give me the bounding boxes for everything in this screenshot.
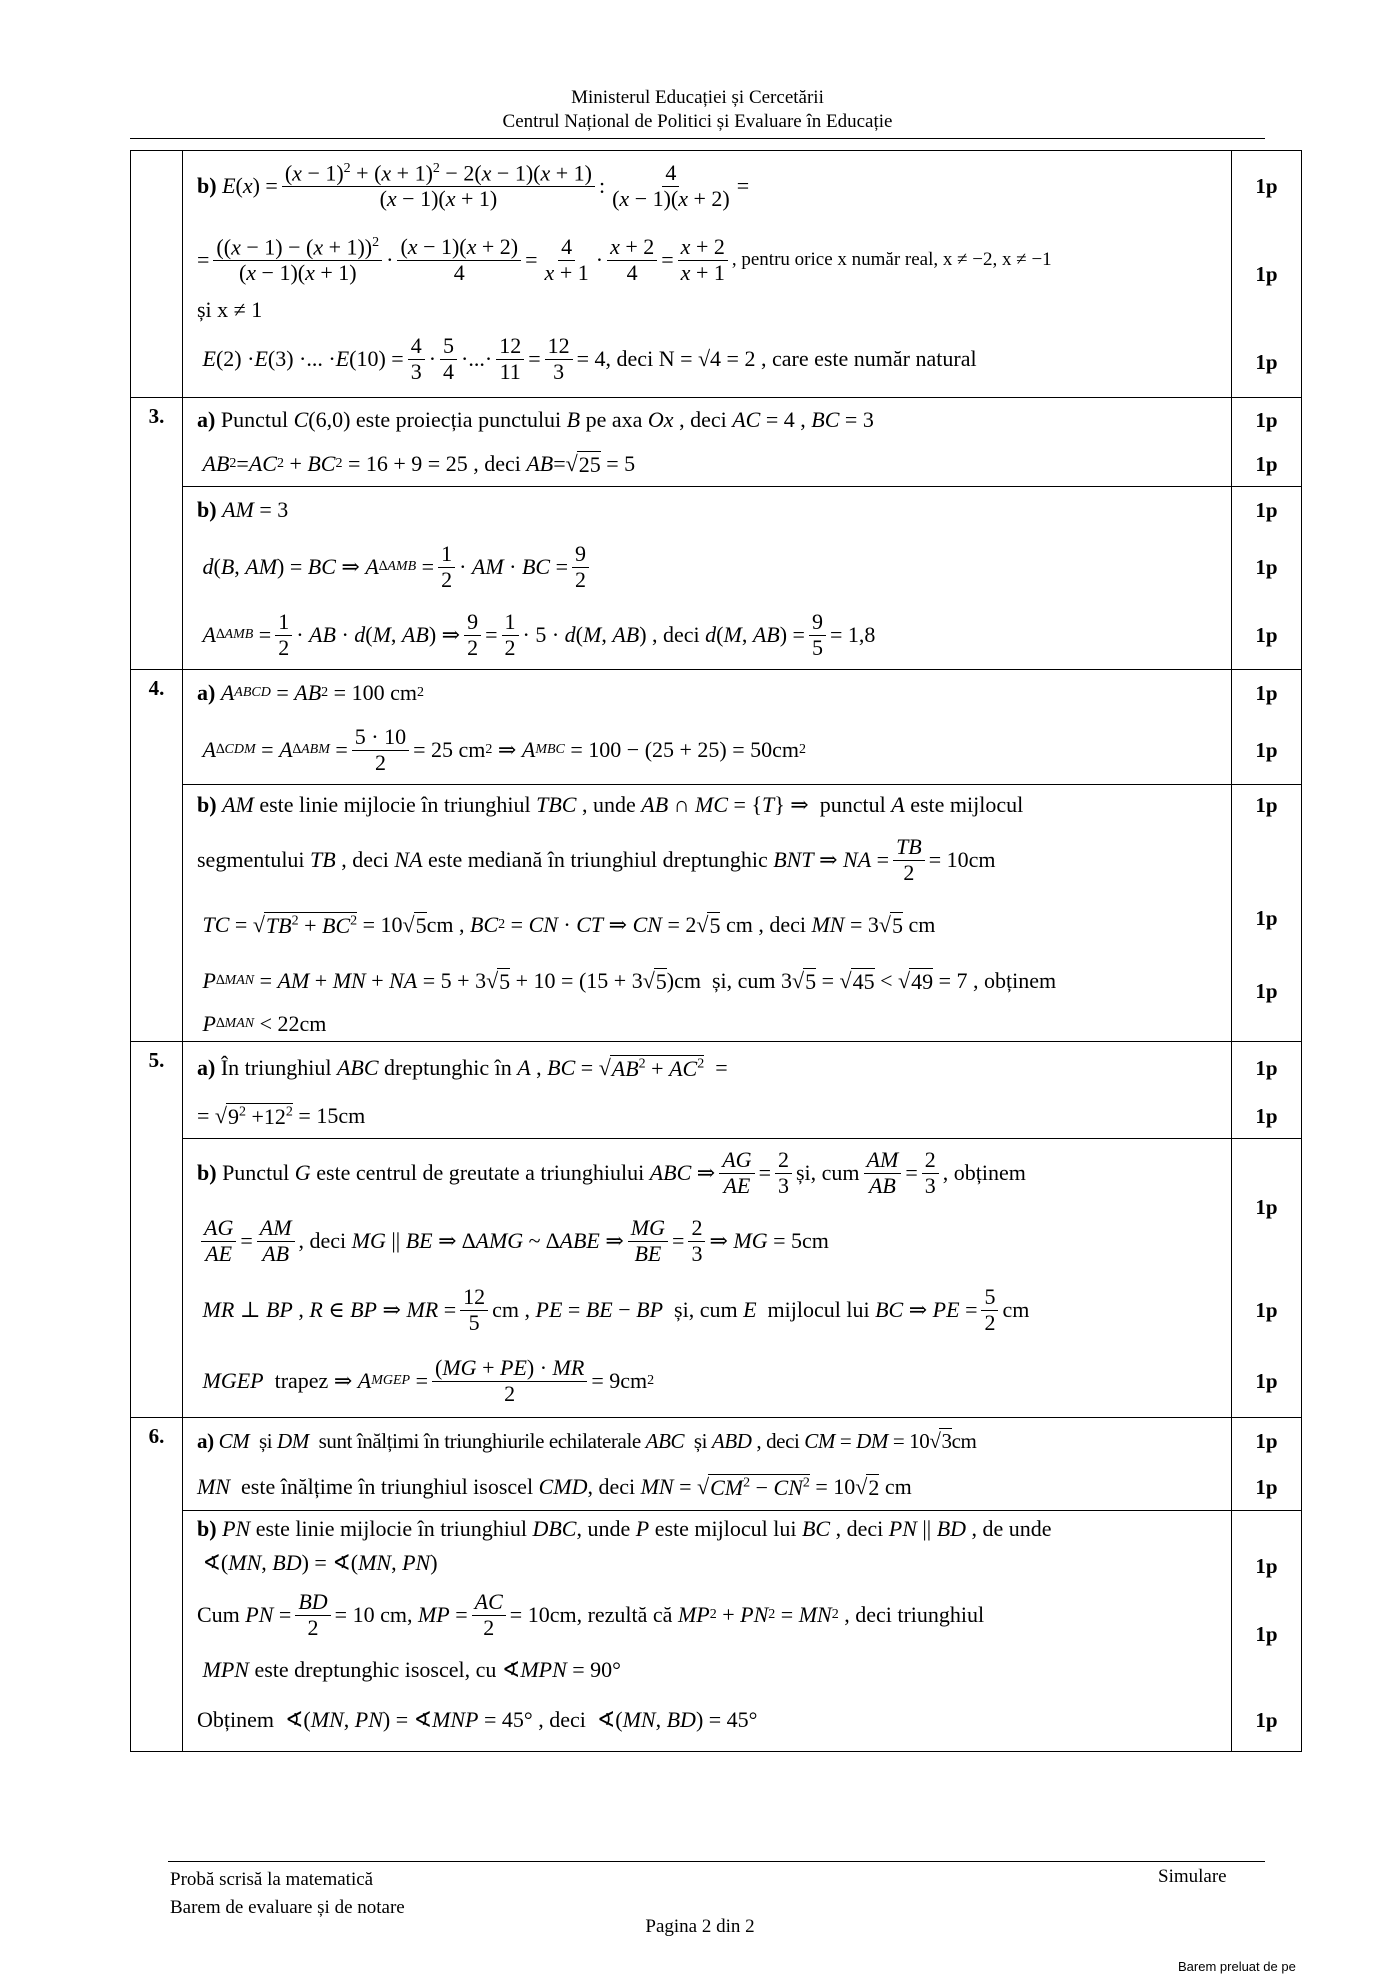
points: 1p (1255, 622, 1278, 647)
ex5a-points (1232, 1042, 1302, 1139)
ex6b-content (183, 1511, 1232, 1752)
ex3a-line-2: AB 2 = AC 2 + BC 2 = 16 + 9 = 25 , deci AB =√ 25 = 5 (202, 451, 636, 477)
points: 1p (1255, 1103, 1278, 1128)
ex3b-content (183, 487, 1232, 670)
footer-rule (168, 1861, 1265, 1862)
ex4b-points (1232, 785, 1302, 1042)
ex5b-points (1232, 1139, 1302, 1418)
ex6b-points (1232, 1511, 1302, 1752)
ex4a-line-1: a) A ABCD = AB 2 = 100 cm 2 (197, 680, 424, 705)
ex2b-condition-cont: și x ≠ 1 (197, 297, 263, 322)
points: 1p (1255, 1554, 1278, 1578)
ex6a-line-1: a) CM și DM sunt înălțimi în triunghiurile echilaterale ABC și ABD , deci CM = DM = 10√ 3 cm (197, 1428, 977, 1453)
ex3b-row (131, 487, 1302, 670)
exercise-number: 4. (131, 670, 183, 1042)
footer-kind: Barem de evaluare și de notare (170, 1897, 405, 1918)
exercise-number: 6. (131, 1418, 183, 1752)
ex2b-row (131, 151, 1302, 398)
ex2b-line-2: = $\frac{((x - 1) - (x + 1))^2}{(x - 1)(x + 1)}$ · $\frac{(x - 1)(x + 2)}{4}$ = $\frac{4}{x + 1}$ · $\frac{x + 2}{4}$ = $\frac{x + 2}{x + 1}$ , pentru orice x număr real, x ≠ −2, x ≠ −1 (197, 234, 1052, 285)
ex3a-line-1: a) Punctul C (6,0) este proiecția punctului B pe axa Ox , deci AC = 4 , BC = 3 (197, 407, 874, 432)
ex4a-content (183, 670, 1232, 785)
page-header (130, 86, 1265, 134)
ex5a-line-2: = √ $9^2 +12^2$ = 15cm (197, 1103, 366, 1129)
ex2b-line-3: E (2) · E (3) ·... · E (10) = $\frac{4}{3}$ · $\frac{5}{4}$ ·...· $\frac{12}{11}$ = $\frac{12}{3}$ = 4 , deci N = √4 = 2 , care este număr natural (202, 333, 977, 384)
ex3a-content (183, 398, 1232, 487)
ex5b-line-1-cont: $\frac{AG}{AE}$ = $\frac{AM}{AB}$ , deci MG || BE ⇒ ∆ AMG ~ ∆ ABE ⇒ $\frac{MG}{BE}$ = $\frac{2}{3}$ ⇒ MG = 5cm (197, 1207, 1217, 1275)
ex6a-points (1232, 1418, 1302, 1511)
source-note: Barem preluat de pe (1178, 1959, 1296, 1974)
points: 1p (1255, 407, 1278, 432)
points: 1p (1255, 905, 1278, 930)
ex2b-conclusion: , deci N = √4 = 2 , care este număr natural (605, 346, 977, 371)
ex4b-line-1: b) AM este linie mijlocie în triunghiul TBC , unde AB ∩ MC = { T } ⇒ punctul A este mijlocul (197, 792, 1024, 817)
ex4a-row (131, 670, 1302, 785)
ex5b-line-1: b) Punctul G este centrul de greutate a triunghiului ABC ⇒ $\frac{AG}{AE}$ = $\frac{2}{3}$ și, cum $\frac{AM}{AB}$ = $\frac{2}{3}$ , obținem (197, 1147, 1026, 1198)
points: 1p (1255, 1368, 1278, 1393)
ex4b-row (131, 785, 1302, 1042)
ex3b-line-1: b) AM = 3 (197, 497, 289, 522)
ex2b-line-1: b) E ( x ) = $\frac{(x - 1)^2 + (x + 1)^2 - 2(x - 1)(x + 1)}{(x - 1)(x + 1)}$ : $\frac{4}{(x - 1)(x + 2)}$ = (197, 160, 750, 211)
ex4b-line-3-cont: P ∆MAN < 22cm (202, 1011, 327, 1036)
exercise-number: 5. (131, 1042, 183, 1418)
ex6a-line-2: MN este înălțime în triunghiul isoscel CMD , deci MN = √ $CM^2 - CN^2$ = 10√ 2 cm (197, 1474, 912, 1500)
ex4a-points (1232, 670, 1302, 785)
points: 1p (1255, 1474, 1278, 1499)
footer-subject: Probă scrisă la matematică (170, 1869, 374, 1890)
grading-table (130, 150, 1302, 1752)
ex3a-points (1232, 398, 1302, 487)
exercise-number: 3. (131, 398, 183, 670)
points: 1p (1255, 173, 1278, 198)
ex5b-content (183, 1139, 1232, 1418)
points: 1p (1255, 1428, 1278, 1453)
points: 1p (1255, 349, 1278, 374)
ministry-name: Ministerul Educației și Cercetării (571, 87, 824, 108)
points: 1p (1255, 1297, 1278, 1322)
ex6b-row (131, 1511, 1302, 1752)
points: 1p (1255, 680, 1278, 705)
points: 1p (1255, 737, 1278, 762)
ex4b-line-3: P ∆MAN = AM + MN + NA = 5 + 3√ 5 + 10 = (15 + 3√ 5 )cm și, cum 3√ 5 = √ 45 < √ 49 = 7 , obținem (202, 968, 1057, 994)
ex6a-content (183, 1418, 1232, 1511)
ex4a-line-2: A ∆CDM = A ∆ABM = $\frac{5 \cdot 10}{2}$ = 25 cm 2 ⇒ A MBC = 100 − (25 + 25) = 50cm 2 (202, 724, 807, 775)
ex5b-line-2: MR ⊥ BP , R ∈ BP ⇒ MR = $\frac{12}{5}$ cm , PE = BE − BP și, cum E mijlocul lui BC ⇒ PE = $\frac{5}{2}$ cm (202, 1284, 1030, 1335)
ex5b-row (131, 1139, 1302, 1418)
points: 1p (1255, 451, 1278, 476)
footer-left (170, 1866, 405, 1922)
ex3b-line-3: A ∆AMB = $\frac{1}{2}$ · AB · d ( M , AB ) ⇒ $\frac{9}{2}$ = $\frac{1}{2}$ · 5 · d ( M , AB ) , deci d ( M , AB ) = $\frac{9}{5}$ = 1,8 (202, 609, 876, 660)
ex4b-line-2: TC = √ $TB^2 + BC^2$ = 10√ 5 cm , BC 2 = CN · CT ⇒ CN = 2√ 5 cm , deci MN = 3√ 5 cm (202, 912, 936, 938)
points: 1p (1255, 1194, 1278, 1219)
ex2b-content (183, 151, 1232, 398)
ex4b-line-1-cont: segmentului TB , deci NA este mediană în triunghiul dreptunghic BNT ⇒ NA = $\frac{TB}{2}$ = 10cm (197, 834, 996, 885)
ex6b-line-1: b) PN este linie mijlocie în triunghiul DBC , unde P este mijlocul lui BC , deci PN || BD , de unde (197, 1516, 1052, 1541)
ex6b-line-2: Cum PN = $\frac{BD}{2}$ = 10 cm, MP = $\frac{AC}{2}$ = 10cm, rezultă că MP 2 + PN 2 = MN 2 , deci triunghiul (197, 1589, 985, 1640)
ex3b-line-2: d ( B , AM ) = BC ⇒ A ∆AMB = $\frac{1}{2}$ · AM · BC = $\frac{9}{2}$ (197, 533, 1217, 601)
points: 1p (1255, 554, 1278, 579)
ex5a-line-1: a) În triunghiul ABC dreptunghic în A , BC = √ $AB^2 + AC^2$ = (197, 1055, 728, 1081)
points: 1p (1255, 497, 1278, 522)
ex2b-points (1232, 151, 1302, 398)
ex5a-content (183, 1042, 1232, 1139)
header-rule (130, 138, 1265, 139)
points: 1p (1255, 1055, 1278, 1080)
ex6a-row (131, 1418, 1302, 1511)
ex6b-line-3: Obținem ∢( MN , PN ) = ∢ MNP = 45° , deci ∢( MN , BD ) = 45° (197, 1707, 758, 1732)
points: 1p (1255, 978, 1278, 1003)
points: 1p (1255, 1621, 1278, 1646)
ex3b-points (1232, 487, 1302, 670)
ex6b-line-1-cont: ∢( MN , BD ) = ∢( MN , PN ) (197, 1550, 438, 1575)
center-name: Centrul Național de Politici și Evaluare în Educație (502, 111, 893, 132)
ex2b-condition: , pentru orice x număr real, x ≠ −2, x ≠ −1 (731, 249, 1052, 270)
page-number: Pagina 2 din 2 (645, 1916, 755, 1937)
ex6b-line-2-cont: MPN este dreptunghic isoscel, cu ∢ MPN = 90° (202, 1657, 621, 1682)
ex4b-content (183, 785, 1232, 1042)
points: 1p (1255, 792, 1278, 817)
ex3a-row (131, 398, 1302, 487)
exercise-number (131, 151, 183, 398)
ex5a-row (131, 1042, 1302, 1139)
points: 1p (1255, 1707, 1278, 1732)
ex5b-line-3: MGEP trapez ⇒ A MGEP = $\frac{(MG + PE) \cdot MR}{2}$ = 9cm 2 (202, 1355, 655, 1406)
footer-session: Simulare (1158, 1866, 1227, 1887)
points: 1p (1255, 261, 1278, 286)
